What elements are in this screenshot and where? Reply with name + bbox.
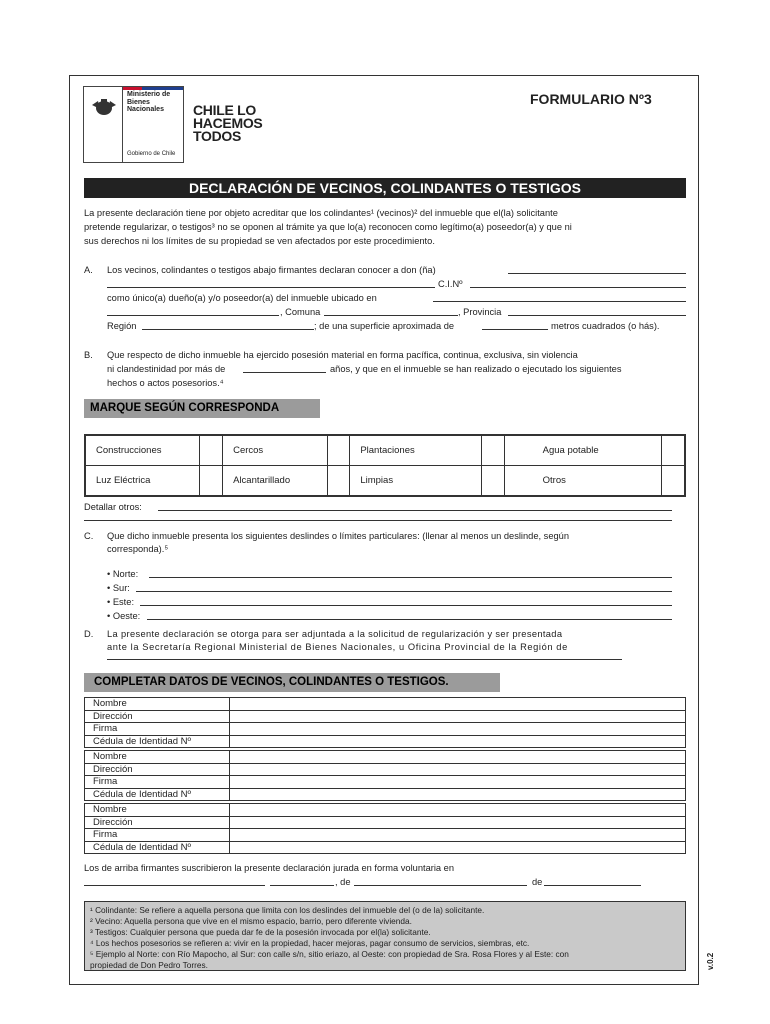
footnotes	[84, 901, 686, 971]
declarant-name-field[interactable]	[508, 273, 686, 274]
section-b-line-2a: ni clandestinidad por más de	[107, 364, 226, 374]
person-3-cedula-input[interactable]	[230, 841, 686, 854]
intro-line-1: La presente declaración tiene por objeto acreditar que los colindantes¹ (vecinos)² del inmueble que el(la) solicitante	[84, 208, 558, 218]
detallar-field[interactable]	[158, 510, 672, 511]
person-1-firma-input[interactable]	[230, 723, 686, 736]
year-field[interactable]	[544, 885, 641, 886]
section-c-letter: C.	[84, 531, 94, 541]
person-block-2	[84, 750, 686, 801]
section-b-line-3: hechos o actos posesorios.⁴	[107, 378, 224, 388]
ci-label: C.I.Nº	[438, 279, 463, 289]
footnote-5-cont: propiedad de Don Pedro Torres.	[90, 960, 208, 970]
ministry-logo	[83, 86, 184, 163]
superficie-field[interactable]	[482, 329, 548, 330]
footnote-5: ⁵ Ejemplo al Norte: con Río Mapocho, al Sur: con calle s/n, sitio eriazo, al Oeste: con propiedad de Sra. Rosa Flores y al Este: con	[90, 949, 569, 959]
footnote-1: ¹ Colindante: Se refiere a aquella persona que limita con los deslindes del inmueble del (o de la) solicitante.	[90, 905, 485, 915]
person-2-direccion-input[interactable]	[230, 763, 686, 776]
ci-field[interactable]	[470, 287, 686, 288]
section-d-line-2: ante la Secretaría Regional Ministerial de Bienes Nacionales, u Oficina Provincial de la Región de	[107, 642, 568, 652]
comuna-label: , Comuna	[280, 307, 321, 317]
slogan-line-1: CHILE LO	[193, 102, 256, 118]
form-title: DECLARACIÓN DE VECINOS, COLINDANTES O TESTIGOS	[84, 178, 686, 198]
field-label-direccion: Dirección	[85, 763, 230, 776]
person-block-3	[84, 803, 686, 854]
completar-title: COMPLETAR DATOS DE VECINOS, COLINDANTES O TESTIGOS.	[84, 673, 500, 692]
option-label: Construcciones	[85, 435, 200, 466]
section-d-line-1: La presente declaración se otorga para ser adjuntada a la solicitud de regularización y ser presentada	[107, 629, 563, 639]
section-c-line-2: corresponda).⁵	[107, 544, 169, 554]
section-c-line-1: Que dicho inmueble presenta los siguientes deslindes o límites particulares: (llenar al menos un deslinde, según	[107, 531, 570, 541]
section-a-letter: A.	[84, 265, 93, 275]
closing-text: Los de arriba firmantes suscribieron la presente declaración jurada en forma voluntaria en	[84, 863, 455, 873]
person-2-firma-input[interactable]	[230, 776, 686, 789]
person-block-1	[84, 697, 686, 748]
person-3-direccion-input[interactable]	[230, 816, 686, 829]
date-de-1: , de	[335, 877, 351, 887]
person-2-nombre-input[interactable]	[230, 751, 686, 764]
option-label: Luz Eléctrica	[85, 466, 200, 497]
slogan	[193, 104, 262, 143]
declarant-name-field-2[interactable]	[107, 287, 435, 288]
field-label-nombre: Nombre	[85, 698, 230, 711]
footnote-3: ³ Testigos: Cualquier persona que pueda dar fe de la posesión invocada por el(la) solicitante.	[90, 927, 431, 937]
option-checkbox-otros[interactable]	[662, 466, 685, 497]
field-label-nombre: Nombre	[85, 751, 230, 764]
field-label-firma: Firma	[85, 776, 230, 789]
sur-field[interactable]	[136, 591, 672, 592]
option-checkbox-limpias[interactable]	[481, 466, 504, 497]
marque-title: MARQUE SEGÚN CORRESPONDA	[84, 399, 320, 418]
section-b-line-1: Que respecto de dicho inmueble ha ejercido posesión material en forma pacífica, continua, exclusiva, sin violencia	[107, 350, 578, 360]
slogan-line-3: TODOS	[193, 128, 242, 144]
coat-of-arms-icon	[90, 97, 118, 117]
place-field[interactable]	[84, 885, 265, 886]
address-field[interactable]	[433, 301, 686, 302]
option-checkbox-luz-electrica[interactable]	[200, 466, 223, 497]
section-d-letter: D.	[84, 629, 94, 639]
option-label: Limpias	[350, 466, 482, 497]
person-2-cedula-input[interactable]	[230, 788, 686, 801]
field-label-direccion: Dirección	[85, 816, 230, 829]
field-label-direccion: Dirección	[85, 710, 230, 723]
detallar-field-2[interactable]	[84, 520, 672, 521]
person-1-cedula-input[interactable]	[230, 735, 686, 748]
date-de-2: de	[532, 877, 543, 887]
address-field-2[interactable]	[107, 315, 279, 316]
options-table	[84, 434, 686, 497]
este-field[interactable]	[140, 605, 672, 606]
government-label: Gobierno de Chile	[127, 151, 176, 157]
years-field[interactable]	[243, 372, 326, 373]
option-label: Cercos	[223, 435, 327, 466]
form-number: FORMULARIO Nº3	[530, 91, 652, 107]
day-field[interactable]	[270, 885, 334, 886]
slogan-line-2: HACEMOS	[193, 115, 263, 131]
comuna-field[interactable]	[324, 315, 458, 316]
section-a-line-3: como único(a) dueño(a) y/o poseedor(a) del inmueble ubicado en	[107, 293, 377, 303]
option-checkbox-cercos[interactable]	[327, 435, 350, 466]
footnote-2: ² Vecino: Aquella persona que vive en el mismo espacio, barrio, pero diferente vivienda.	[90, 916, 412, 926]
detallar-label: Detallar otros:	[84, 502, 142, 512]
footnote-4: ⁴ Los hechos posesorios se refieren a: vivir en la propiedad, hacer mejoras, pagar consumo de servicios, siembras, etc.	[90, 938, 530, 948]
field-label-firma: Firma	[85, 829, 230, 842]
option-checkbox-agua-potable[interactable]	[662, 435, 685, 466]
field-label-firma: Firma	[85, 723, 230, 736]
oeste-label: • Oeste:	[107, 611, 141, 621]
section-a-line-1: Los vecinos, colindantes o testigos abajo firmantes declaran conocer a don (ña)	[107, 265, 436, 275]
field-label-cedula: Cédula de Identidad Nº	[85, 788, 230, 801]
option-label: Alcantarillado	[223, 466, 327, 497]
norte-label: • Norte:	[107, 569, 139, 579]
person-3-firma-input[interactable]	[230, 829, 686, 842]
field-label-cedula: Cédula de Identidad Nº	[85, 841, 230, 854]
options-row-2	[85, 466, 685, 497]
month-field[interactable]	[354, 885, 527, 886]
oeste-field[interactable]	[147, 619, 672, 620]
ministry-name-1: Ministerio de	[127, 91, 171, 98]
option-checkbox-construcciones[interactable]	[200, 435, 223, 466]
superficie-label: ; de una superficie aproximada de	[314, 321, 455, 331]
options-row-1	[85, 435, 685, 466]
metros-label: metros cuadrados (o hás).	[551, 321, 660, 331]
field-label-nombre: Nombre	[85, 804, 230, 817]
option-checkbox-alcantarillado[interactable]	[327, 466, 350, 497]
option-label: Otros	[504, 466, 661, 497]
intro-line-3: sus derechos ni los límites de su propiedad se ven afectados por este procedimiento.	[84, 236, 435, 246]
person-1-nombre-input[interactable]	[230, 698, 686, 711]
option-label: Plantaciones	[350, 435, 482, 466]
intro-line-2: pretende regularizar, o testigos³ no se oponen al trámite ya que lo(a) reconocen como legítimo(a) poseedor(a) y que ni	[84, 222, 572, 232]
ministry-name-2: Bienes	[127, 98, 150, 106]
provincia-label: , Provincia	[458, 307, 502, 317]
person-1-direccion-input[interactable]	[230, 710, 686, 723]
sur-label: • Sur:	[107, 583, 130, 593]
field-label-cedula: Cédula de Identidad Nº	[85, 735, 230, 748]
option-label: Agua potable	[504, 435, 661, 466]
provincia-field[interactable]	[508, 315, 686, 316]
option-checkbox-plantaciones[interactable]	[481, 435, 504, 466]
este-label: • Este:	[107, 597, 135, 607]
version-label: v.0.2	[706, 952, 715, 970]
section-b-letter: B.	[84, 350, 93, 360]
region-label: Región	[107, 321, 137, 331]
ministry-name-3: Nacionales	[127, 106, 164, 113]
region-oficina-field[interactable]	[107, 659, 622, 660]
section-b-line-2b: años, y que en el inmueble se han realizado o ejecutado los siguientes	[330, 364, 622, 374]
norte-field[interactable]	[149, 577, 672, 578]
person-3-nombre-input[interactable]	[230, 804, 686, 817]
region-field[interactable]	[142, 329, 314, 330]
